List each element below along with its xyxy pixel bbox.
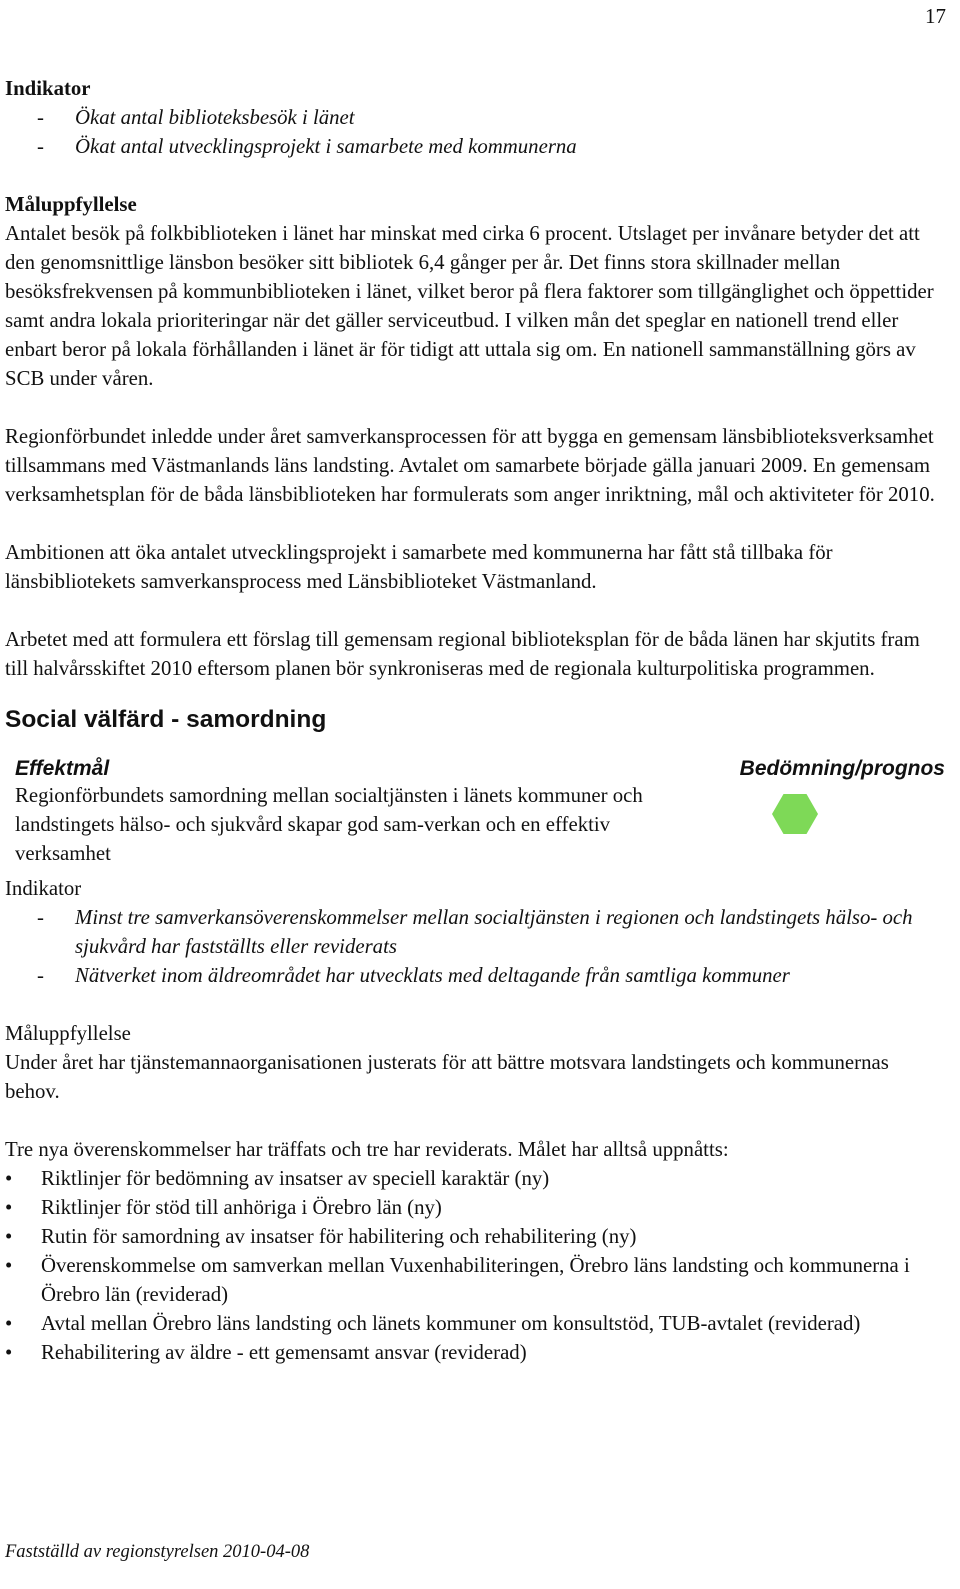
section-title: Social välfärd - samordning [5,706,327,733]
effektmal-block [5,754,945,874]
indicator-list [5,903,945,990]
paragraph: Antalet besök på folkbiblioteken i länet har minskat med cirka 6 procent. Utslaget per invånare betyder det att den genomsnittlige länsbon besöker sitt bibliotek 6,4 gånger per år. Det finns stora skillnader mellan besöksfrekvensen på kommunbiblioteken i länet, vilket beror på flera faktorer som tillgänglighet och öppettider samt andra lokala prioriteringar när det gäller serviceutbud. I vilken mån det speglar en nationell trend eller enbart beror på lokala förhållanden i länet är för tidigt att uttala sig om. En nationell sammanställning görs av SCB under våren. [5,222,934,390]
effektmal-text: Regionförbundets samordning mellan socialtjänsten i länets kommuner och landstingets hälso- och sjukvård skapar god sam-verkan och en effektiv verksamhet [15,784,643,865]
list-item: • Rutin för samordning av insatser för habilitering och rehabilitering (ny) [5,1225,637,1248]
maluppfyllelse-heading: Måluppfyllelse [5,1022,131,1045]
bedomning-heading: Bedömning/prognos [739,757,945,780]
footer-text: Fastställd av regionstyrelsen 2010-04-08 [5,1542,310,1562]
list-item: • Rehabilitering av äldre - ett gemensamt ansvar (reviderad) [5,1341,527,1364]
list-item: - Nätverket inom äldreområdet har utvecklats med deltagande från samtliga kommuner [37,964,790,987]
indicator-heading: Indikator [5,77,91,100]
list-item: • Riktlinjer för bedömning av insatser av speciell karaktär (ny) [5,1167,550,1190]
list-item: • Riktlinjer för stöd till anhöriga i Örebro län (ny) [5,1196,442,1219]
document-body [5,74,945,1367]
paragraph: Regionförbundet inledde under året samverkansprocessen för att bygga en gemensam länsbiblioteksverksamhet tillsammans med Västmanlands läns landsting. Avtalet om samarbete började gälla januari 2009. En gemensam verksamhetsplan för de båda länsbiblioteken har formulerats som anger inriktning, mål och aktiviteter för 2010. [5,425,935,506]
list-item: • Avtal mellan Örebro läns landsting och länets kommuner om konsultstöd, TUB-avtalet (reviderad) [5,1312,861,1335]
bullet-list [5,1164,945,1367]
page-number: 17 [925,4,946,28]
paragraph: Under året har tjänstemannaorganisationen justerats för att bättre motsvara landstingets och kommunernas behov. [5,1051,889,1103]
list-item: • Överenskommelse om samverkan mellan Vuxenhabiliteringen, Örebro läns landsting och kommunerna i Örebro län (reviderad) [5,1254,910,1306]
indicator-heading: Indikator [5,877,82,900]
maluppfyllelse-heading: Måluppfyllelse [5,193,137,216]
list-item: - Ökat antal biblioteksbesök i länet [37,106,355,129]
effektmal-heading: Effektmål [15,757,110,780]
indicator-list [5,103,945,161]
paragraph: Tre nya överenskommelser har träffats och tre har reviderats. Målet har alltså uppnåtts: [5,1138,729,1161]
status-hexagon-icon [772,794,818,834]
paragraph: Arbetet med att formulera ett förslag till gemensam regional biblioteksplan för de båda länen har skjutits fram till halvårsskiftet 2010 eftersom planen bör synkroniseras med de regionala kulturpolitiska programmen. [5,628,920,680]
list-item: - Ökat antal utvecklingsprojekt i samarbete med kommunerna [37,135,577,158]
paragraph: Ambitionen att öka antalet utvecklingsprojekt i samarbete med kommunerna har fått stå tillbaka för länsbibliotekets samverkansprocess med Länsbiblioteket Västmanland. [5,541,833,593]
list-item: - Minst tre samverkansöverenskommelser mellan socialtjänsten i regionen och landstingets hälso- och sjukvård har fastställts eller reviderats [37,906,913,958]
